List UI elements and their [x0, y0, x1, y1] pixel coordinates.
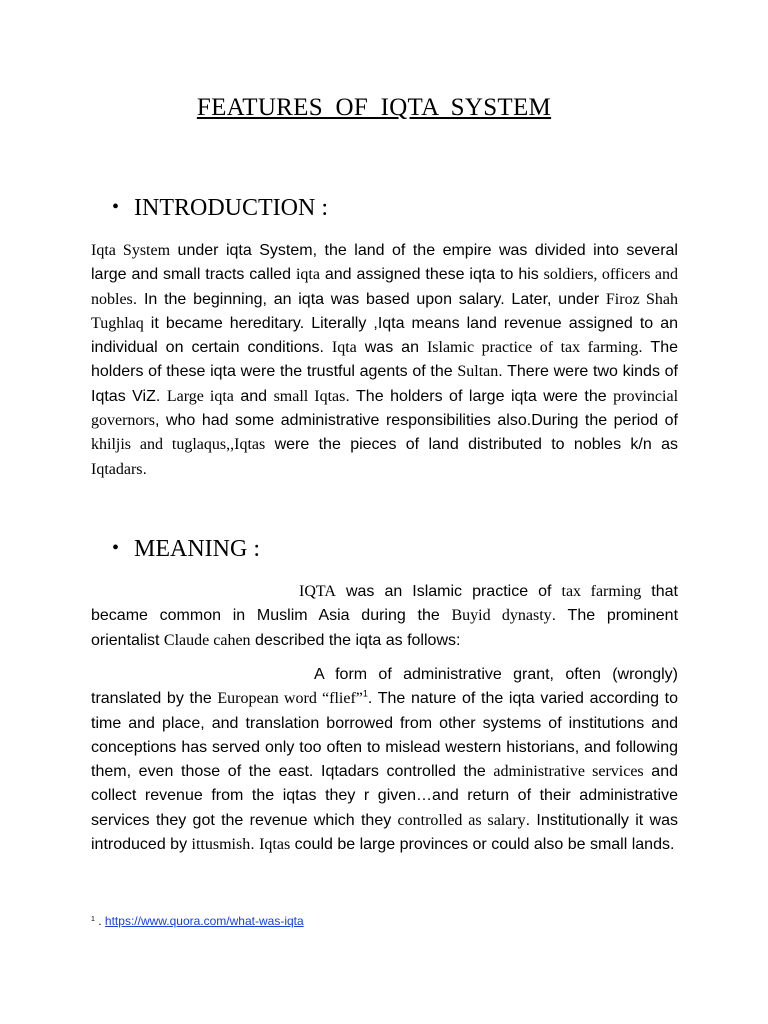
text-run-serif: Iqta System: [91, 242, 171, 259]
text-run-serif: khiljis and tuglaqus,,Iqtas: [91, 436, 266, 454]
text-run-serif: Iqtas: [259, 836, 291, 854]
footnote-mark: 1: [91, 916, 95, 923]
text-run-serif: iqta: [295, 266, 320, 284]
text-run-serif: soldiers, officers and nobles: [91, 266, 678, 308]
footnote-separator: .: [94, 914, 105, 928]
text-run-serif: Claude cahen: [163, 631, 251, 649]
text-run-serif: Islamic practice of tax farming: [426, 339, 639, 357]
text-run-serif: Iqta: [331, 339, 357, 357]
text-run-serif: European word “flief”: [217, 690, 363, 708]
meaning-paragraph-1: IQTA was an Islamic practice of tax farming that became common in Muslim Asia during the Buyid dynasty. The prominent orientalist Claude cahen described the iqta as follows:: [91, 583, 679, 649]
heading-text: INTRODUCTION :: [134, 195, 328, 221]
text-run-serif: ittusmish: [191, 836, 251, 854]
document-title: FEATURES OF IQTA SYSTEM: [196, 94, 552, 121]
text-run-serif: administrative services: [493, 763, 644, 781]
section-heading-introduction: [112, 195, 328, 222]
text-run-serif: Firoz Shah Tughlaq: [91, 290, 678, 332]
introduction-paragraph: Iqta System under iqta System, the land of the empire was divided into several large and small tracts called iqta and assigned these iqta to his soldiers, officers and nobles. In the beginning, an iqta was based upon salary. Later, under Firoz Shah Tughlaq it became hereditary. Literally ,Iqta means land revenue assigned to an individual on certain conditions. Iqta was an Islamic practice of tax farming. The holders of these iqta were the trustful agents of the Sultan. There were two kinds of Iqtas ViZ. Large iqta and small Iqtas. The holders of large iqta were the provincial governors, who had some administrative responsibilities also.During the period of khiljis and tuglaqus,,Iqtas were the pieces of land distributed to nobles k/n as Iqtadars.: [91, 242, 679, 478]
meaning-paragraph-2: A form of administrative grant, often (wrongly) translated by the European word “flief”$^1$. The nature of the iqta varied according to time and place, and translation borrowed from other systems of institutions and conceptions has served only too often to mislead western historians, and following them, even those of the east. Iqtadars controlled the administrative services and collect revenue from the iqtas they r given…and return of their administrative services they got the revenue which they controlled as salary. Institutionally it was introduced by ittusmish. Iqtas could be large provinces or could also be small lands.: [91, 666, 678, 854]
text-run-serif: Buyid dynasty: [451, 607, 552, 625]
text-run-serif: provincial governors: [91, 387, 679, 430]
footnote-link[interactable]: https://www.quora.com/what-was-iqta: [104, 914, 304, 928]
bullet-icon: •: [112, 196, 120, 218]
text-run-serif: tax farming: [561, 583, 642, 600]
section-heading-meaning: [112, 536, 260, 563]
text-run-serif: small Iqtas: [273, 387, 346, 405]
text-run-serif: Sultan: [457, 363, 499, 381]
text-run-serif: controlled as salary: [397, 811, 526, 829]
footnote-reference: 1: [362, 688, 368, 699]
text-run-serif: Iqtadars: [91, 460, 143, 478]
text-run-serif: Large iqta: [166, 387, 234, 405]
heading-text: MEANING :: [134, 536, 260, 562]
footnote: [91, 914, 304, 928]
bullet-icon: •: [112, 537, 120, 559]
text-run-serif: IQTA: [299, 583, 336, 600]
